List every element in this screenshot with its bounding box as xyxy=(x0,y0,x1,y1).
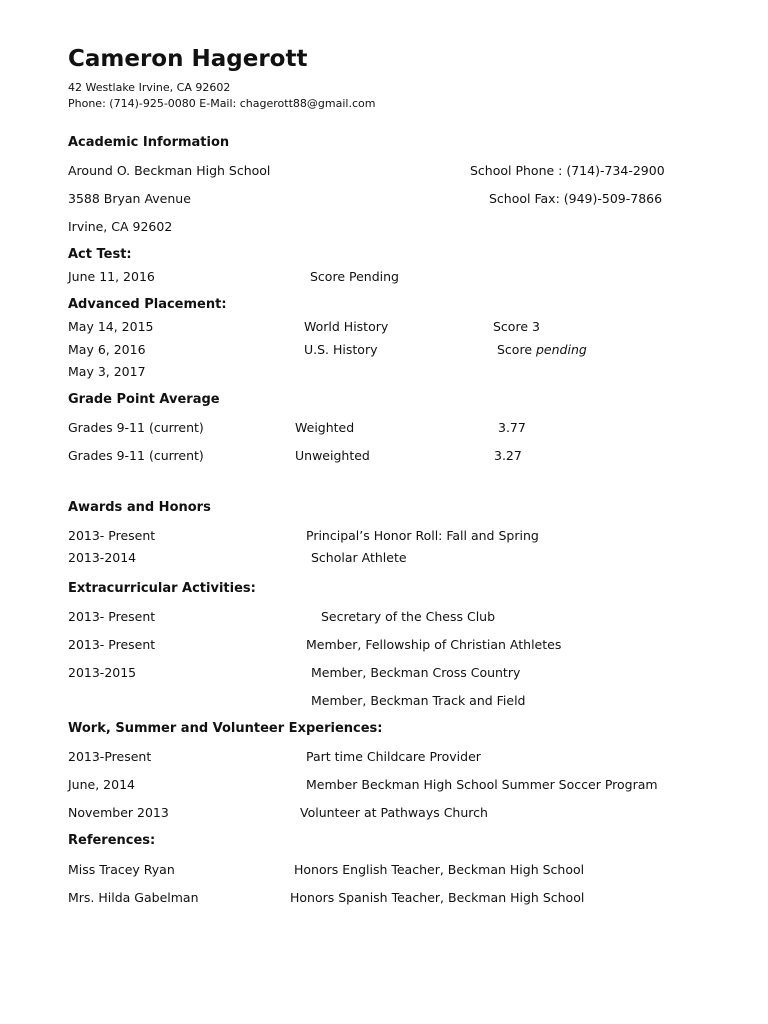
activity-desc: Member, Beckman Cross Country xyxy=(311,665,521,680)
reference-role: Honors English Teacher, Beckman High School xyxy=(294,862,585,877)
school-street: 3588 Bryan Avenue xyxy=(68,191,191,206)
ap-score: Score 3 xyxy=(493,319,540,334)
references-heading: References: xyxy=(68,833,156,848)
ap-score-prefix: Score xyxy=(497,342,536,357)
activity-desc: Member, Fellowship of Christian Athletes xyxy=(306,637,562,652)
school-fax: School Fax: (949)-509-7866 xyxy=(489,191,663,206)
school-phone: School Phone : (714)-734-2900 xyxy=(470,163,665,178)
ap-date: May 14, 2015 xyxy=(68,319,154,334)
award-desc: Principal’s Honor Roll: Fall and Spring xyxy=(306,528,539,543)
work-desc: Volunteer at Pathways Church xyxy=(300,805,488,820)
ap-score-pending: pending xyxy=(535,342,587,357)
ap-date: May 3, 2017 xyxy=(68,364,146,379)
work-desc: Part time Childcare Provider xyxy=(306,749,481,764)
resume-name: Cameron Hagerott xyxy=(68,46,308,72)
school-name: Around O. Beckman High School xyxy=(68,163,271,178)
address-line: 42 Westlake Irvine, CA 92602 xyxy=(68,81,231,94)
act-score: Score Pending xyxy=(310,269,399,284)
award-date: 2013- Present xyxy=(68,528,156,543)
award-desc: Scholar Athlete xyxy=(311,550,407,565)
contact-line: Phone: (714)-925-0080 E-Mail: chagerott88@gmail.com xyxy=(68,97,376,110)
academic-heading: Academic Information xyxy=(68,135,230,150)
activity-date: 2013-2015 xyxy=(68,665,137,680)
reference-name: Miss Tracey Ryan xyxy=(68,862,175,877)
ap-score xyxy=(497,342,587,358)
activity-desc: Secretary of the Chess Club xyxy=(321,609,496,624)
activity-desc: Member, Beckman Track and Field xyxy=(311,693,526,708)
work-heading: Work, Summer and Volunteer Experiences: xyxy=(68,721,383,736)
award-date: 2013-2014 xyxy=(68,550,137,565)
gpa-type: Weighted xyxy=(295,420,355,435)
gpa-type: Unweighted xyxy=(295,448,370,463)
school-city: Irvine, CA 92602 xyxy=(68,219,173,234)
work-date: 2013-Present xyxy=(68,749,152,764)
gpa-grades: Grades 9-11 (current) xyxy=(68,448,204,463)
reference-name: Mrs. Hilda Gabelman xyxy=(68,890,199,905)
gpa-value: 3.77 xyxy=(498,420,526,435)
ap-subject: U.S. History xyxy=(304,342,378,357)
reference-role: Honors Spanish Teacher, Beckman High School xyxy=(290,890,585,905)
work-desc: Member Beckman High School Summer Soccer Program xyxy=(306,777,658,792)
gpa-value: 3.27 xyxy=(494,448,522,463)
gpa-heading: Grade Point Average xyxy=(68,392,220,407)
ap-date: May 6, 2016 xyxy=(68,342,146,357)
work-date: June, 2014 xyxy=(68,777,135,792)
act-heading: Act Test: xyxy=(68,247,132,262)
gpa-grades: Grades 9-11 (current) xyxy=(68,420,204,435)
extracurricular-heading: Extracurricular Activities: xyxy=(68,581,256,596)
ap-subject: World History xyxy=(304,319,389,334)
ap-heading: Advanced Placement: xyxy=(68,297,227,312)
activity-date: 2013- Present xyxy=(68,637,156,652)
awards-heading: Awards and Honors xyxy=(68,500,211,515)
activity-date: 2013- Present xyxy=(68,609,156,624)
work-date: November 2013 xyxy=(68,805,169,820)
act-date: June 11, 2016 xyxy=(68,269,155,284)
